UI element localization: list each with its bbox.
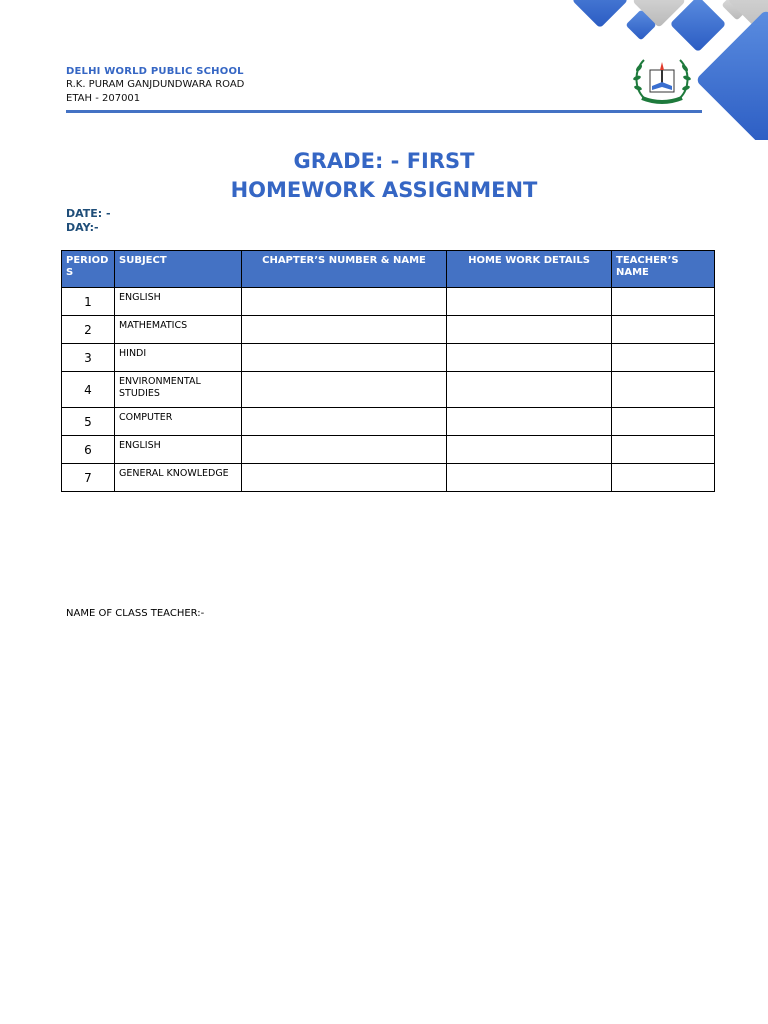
address-line-1: R.K. PURAM GANJDUNDWARA ROAD (66, 79, 245, 90)
subject-cell: ENVIRONMENTAL STUDIES (115, 372, 242, 408)
homework-table (61, 250, 715, 492)
subject-cell: GENERAL KNOWLEDGE (115, 464, 242, 492)
period-number: 4 (62, 372, 115, 408)
subject-cell: ENGLISH (115, 288, 242, 316)
header-homework-details: HOME WORK DETAILS (447, 251, 612, 288)
teacher-cell[interactable] (612, 344, 715, 372)
teacher-cell[interactable] (612, 408, 715, 436)
homework-cell[interactable] (447, 408, 612, 436)
homework-cell[interactable] (447, 316, 612, 344)
grade-title: GRADE: - FIRST (293, 149, 475, 173)
period-number: 3 (62, 344, 115, 372)
homework-cell[interactable] (447, 344, 612, 372)
table-row (62, 372, 715, 408)
chapter-cell[interactable] (242, 408, 447, 436)
table-row (62, 436, 715, 464)
chapter-cell[interactable] (242, 464, 447, 492)
subject-cell: ENGLISH (115, 436, 242, 464)
table-header-row (62, 251, 715, 288)
class-teacher-label: NAME OF CLASS TEACHER:- (66, 608, 205, 619)
period-number: 7 (62, 464, 115, 492)
header-teacher-name: TEACHER’S NAME (612, 251, 715, 288)
teacher-cell[interactable] (612, 372, 715, 408)
chapter-cell[interactable] (242, 316, 447, 344)
assignment-title: HOMEWORK ASSIGNMENT (230, 178, 538, 202)
subject-cell: MATHEMATICS (115, 316, 242, 344)
day-label: DAY:- (66, 221, 99, 234)
homework-cell[interactable] (447, 464, 612, 492)
period-number: 6 (62, 436, 115, 464)
date-label: DATE: - (66, 207, 111, 220)
table-row (62, 344, 715, 372)
school-emblem-icon (630, 48, 694, 112)
table-row (62, 408, 715, 436)
teacher-cell[interactable] (612, 316, 715, 344)
chapter-cell[interactable] (242, 288, 447, 316)
homework-cell[interactable] (447, 372, 612, 408)
chapter-cell[interactable] (242, 436, 447, 464)
homework-cell[interactable] (447, 436, 612, 464)
teacher-cell[interactable] (612, 436, 715, 464)
chapter-cell[interactable] (242, 372, 447, 408)
table-row (62, 288, 715, 316)
period-number: 2 (62, 316, 115, 344)
header-rule (66, 110, 702, 113)
header-periods: PERIOD S (62, 251, 115, 288)
school-header (66, 66, 244, 105)
teacher-cell[interactable] (612, 464, 715, 492)
subject-cell: HINDI (115, 344, 242, 372)
address-line-2: ETAH - 207001 (66, 93, 141, 104)
period-number: 5 (62, 408, 115, 436)
header-subject: SUBJECT (115, 251, 242, 288)
table-row (62, 316, 715, 344)
period-number: 1 (62, 288, 115, 316)
homework-cell[interactable] (447, 288, 612, 316)
chapter-cell[interactable] (242, 344, 447, 372)
teacher-cell[interactable] (612, 288, 715, 316)
header-chapter: CHAPTER’S NUMBER & NAME (242, 251, 447, 288)
subject-cell: COMPUTER (115, 408, 242, 436)
school-name: DELHI WORLD PUBLIC SCHOOL (66, 66, 244, 77)
table-row (62, 464, 715, 492)
